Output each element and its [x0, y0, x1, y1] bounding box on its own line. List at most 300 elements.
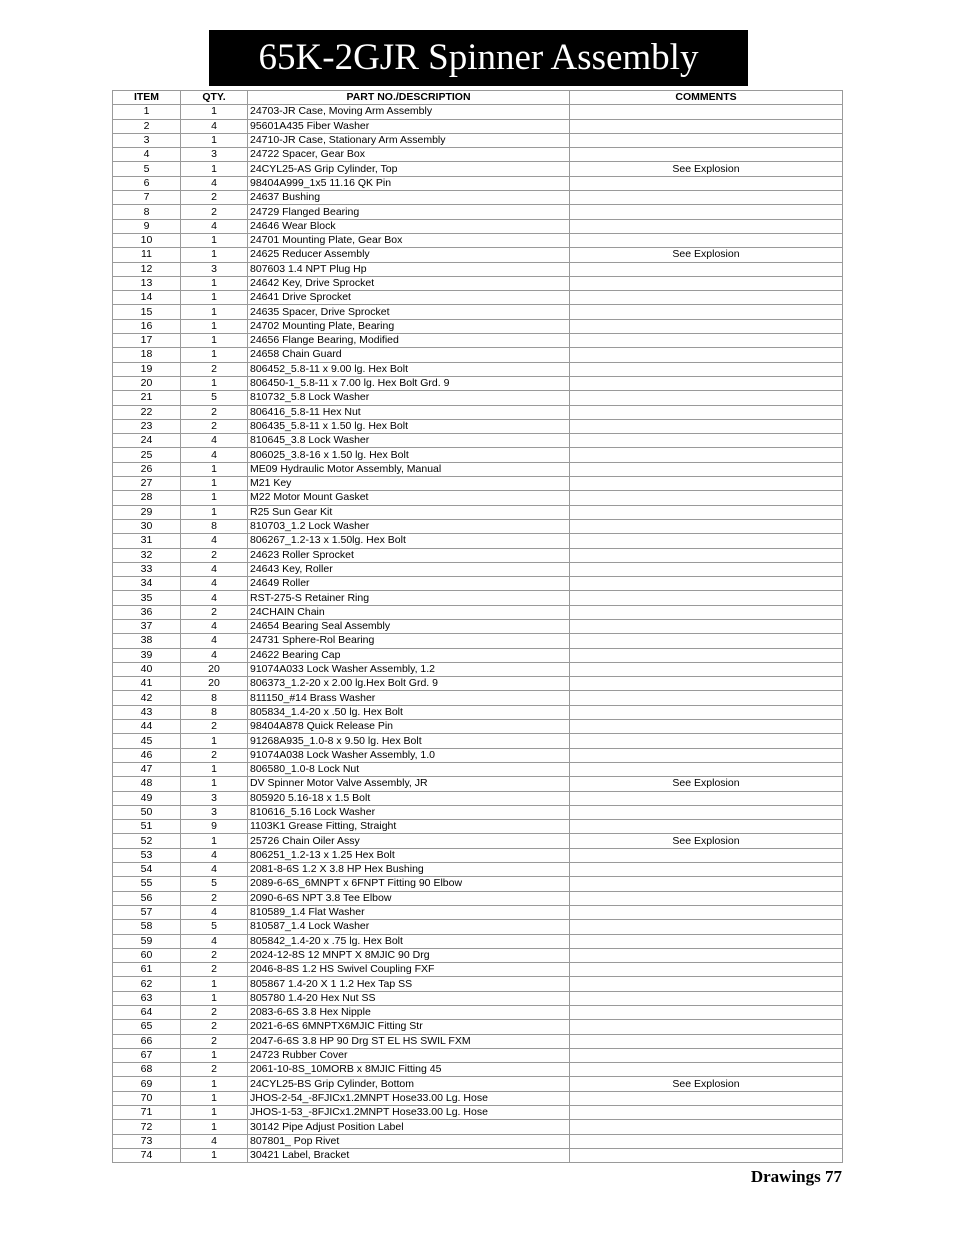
item-number-cell: 12	[113, 262, 181, 276]
part-description-cell: 24641 Drive Sprocket	[248, 291, 570, 305]
item-number-cell: 4	[113, 148, 181, 162]
quantity-cell: 3	[181, 791, 248, 805]
comments-cell	[570, 991, 843, 1005]
item-number-cell: 21	[113, 391, 181, 405]
table-row	[113, 834, 843, 848]
comments-cell	[570, 677, 843, 691]
quantity-cell: 2	[181, 191, 248, 205]
table-row	[113, 1048, 843, 1062]
item-number-cell: 41	[113, 677, 181, 691]
quantity-cell: 1	[181, 334, 248, 348]
item-number-cell: 72	[113, 1120, 181, 1134]
quantity-cell: 2	[181, 362, 248, 376]
comments-cell	[570, 1020, 843, 1034]
item-number-cell: 40	[113, 662, 181, 676]
table-row	[113, 362, 843, 376]
table-row	[113, 705, 843, 719]
part-description-cell: 24723 Rubber Cover	[248, 1048, 570, 1062]
table-row	[113, 1063, 843, 1077]
table-row	[113, 1106, 843, 1120]
item-number-cell: 69	[113, 1077, 181, 1091]
part-description-cell: 2021-6-6S 6MNPTX6MJIC Fitting Str	[248, 1020, 570, 1034]
item-number-cell: 67	[113, 1048, 181, 1062]
comments-cell	[570, 562, 843, 576]
table-row	[113, 1006, 843, 1020]
item-number-cell: 57	[113, 905, 181, 919]
comments-cell	[570, 391, 843, 405]
part-description-cell: 2090-6-6S NPT 3.8 Tee Elbow	[248, 891, 570, 905]
item-number-cell: 68	[113, 1063, 181, 1077]
quantity-cell: 1	[181, 248, 248, 262]
comments-cell	[570, 148, 843, 162]
item-number-cell: 65	[113, 1020, 181, 1034]
comments-cell: See Explosion	[570, 777, 843, 791]
part-description-cell: 24701 Mounting Plate, Gear Box	[248, 233, 570, 247]
comments-cell	[570, 762, 843, 776]
comments-cell: See Explosion	[570, 248, 843, 262]
header-comments: COMMENTS	[570, 91, 843, 105]
comments-cell	[570, 434, 843, 448]
item-number-cell: 16	[113, 319, 181, 333]
table-row	[113, 119, 843, 133]
item-number-cell: 19	[113, 362, 181, 376]
comments-cell	[570, 734, 843, 748]
table-row	[113, 505, 843, 519]
item-number-cell: 22	[113, 405, 181, 419]
comments-cell	[570, 805, 843, 819]
quantity-cell: 4	[181, 434, 248, 448]
table-row	[113, 977, 843, 991]
item-number-cell: 62	[113, 977, 181, 991]
table-row	[113, 777, 843, 791]
comments-cell	[570, 948, 843, 962]
quantity-cell: 4	[181, 1134, 248, 1148]
table-row	[113, 791, 843, 805]
quantity-cell: 1	[181, 991, 248, 1005]
table-row	[113, 734, 843, 748]
table-row	[113, 519, 843, 533]
comments-cell: See Explosion	[570, 834, 843, 848]
item-number-cell: 66	[113, 1034, 181, 1048]
quantity-cell: 1	[181, 233, 248, 247]
quantity-cell: 3	[181, 148, 248, 162]
quantity-cell: 1	[181, 462, 248, 476]
comments-cell	[570, 477, 843, 491]
table-row	[113, 548, 843, 562]
comments-cell	[570, 634, 843, 648]
part-description-cell: 806435_5.8-11 x 1.50 lg. Hex Bolt	[248, 419, 570, 433]
quantity-cell: 1	[181, 1077, 248, 1091]
table-row	[113, 1020, 843, 1034]
part-description-cell: 24656 Flange Bearing, Modified	[248, 334, 570, 348]
table-row	[113, 219, 843, 233]
table-row	[113, 619, 843, 633]
comments-cell	[570, 577, 843, 591]
part-description-cell: 810587_1.4 Lock Washer	[248, 920, 570, 934]
part-description-cell: 806025_3.8-16 x 1.50 lg. Hex Bolt	[248, 448, 570, 462]
part-description-cell: 806267_1.2-13 x 1.50lg. Hex Bolt	[248, 534, 570, 548]
comments-cell	[570, 219, 843, 233]
part-description-cell: 24722 Spacer, Gear Box	[248, 148, 570, 162]
item-number-cell: 52	[113, 834, 181, 848]
item-number-cell: 48	[113, 777, 181, 791]
part-description-cell: 805867 1.4-20 X 1 1.2 Hex Tap SS	[248, 977, 570, 991]
quantity-cell: 1	[181, 1106, 248, 1120]
item-number-cell: 70	[113, 1091, 181, 1105]
quantity-cell: 4	[181, 119, 248, 133]
table-row	[113, 534, 843, 548]
table-row	[113, 1077, 843, 1091]
comments-cell	[570, 963, 843, 977]
quantity-cell: 2	[181, 720, 248, 734]
table-row	[113, 677, 843, 691]
comments-cell	[570, 977, 843, 991]
item-number-cell: 24	[113, 434, 181, 448]
quantity-cell: 4	[181, 634, 248, 648]
quantity-cell: 2	[181, 891, 248, 905]
part-description-cell: 24654 Bearing Seal Assembly	[248, 619, 570, 633]
item-number-cell: 51	[113, 820, 181, 834]
comments-cell	[570, 605, 843, 619]
item-number-cell: 29	[113, 505, 181, 519]
comments-cell	[570, 205, 843, 219]
part-description-cell: 24635 Spacer, Drive Sprocket	[248, 305, 570, 319]
quantity-cell: 1	[181, 1048, 248, 1062]
comments-cell	[570, 119, 843, 133]
quantity-cell: 4	[181, 905, 248, 919]
quantity-cell: 1	[181, 1148, 248, 1162]
comments-cell	[570, 133, 843, 147]
quantity-cell: 1	[181, 1091, 248, 1105]
comments-cell	[570, 262, 843, 276]
quantity-cell: 4	[181, 591, 248, 605]
part-description-cell: 1103K1 Grease Fitting, Straight	[248, 820, 570, 834]
quantity-cell: 4	[181, 562, 248, 576]
quantity-cell: 1	[181, 105, 248, 119]
comments-cell	[570, 548, 843, 562]
comments-cell	[570, 405, 843, 419]
table-row	[113, 148, 843, 162]
item-number-cell: 50	[113, 805, 181, 819]
comments-cell	[570, 348, 843, 362]
part-description-cell: 95601A435 Fiber Washer	[248, 119, 570, 133]
item-number-cell: 2	[113, 119, 181, 133]
quantity-cell: 1	[181, 777, 248, 791]
comments-cell	[570, 1063, 843, 1077]
quantity-cell: 4	[181, 863, 248, 877]
table-row	[113, 348, 843, 362]
comments-cell	[570, 1134, 843, 1148]
comments-cell	[570, 176, 843, 190]
part-description-cell: 806580_1.0-8 Lock Nut	[248, 762, 570, 776]
comments-cell	[570, 462, 843, 476]
item-number-cell: 11	[113, 248, 181, 262]
item-number-cell: 27	[113, 477, 181, 491]
item-number-cell: 60	[113, 948, 181, 962]
quantity-cell: 20	[181, 662, 248, 676]
comments-cell	[570, 491, 843, 505]
table-row	[113, 691, 843, 705]
part-description-cell: 24649 Roller	[248, 577, 570, 591]
item-number-cell: 9	[113, 219, 181, 233]
table-row	[113, 462, 843, 476]
table-row	[113, 233, 843, 247]
item-number-cell: 47	[113, 762, 181, 776]
part-description-cell: 810616_5.16 Lock Washer	[248, 805, 570, 819]
table-row	[113, 1148, 843, 1162]
item-number-cell: 20	[113, 376, 181, 390]
part-description-cell: 806373_1.2-20 x 2.00 lg.Hex Bolt Grd. 9	[248, 677, 570, 691]
part-description-cell: 806450-1_5.8-11 x 7.00 lg. Hex Bolt Grd. 9	[248, 376, 570, 390]
item-number-cell: 36	[113, 605, 181, 619]
comments-cell	[570, 505, 843, 519]
part-description-cell: 805920 5.16-18 x 1.5 Bolt	[248, 791, 570, 805]
table-row	[113, 191, 843, 205]
table-row	[113, 891, 843, 905]
table-row	[113, 720, 843, 734]
item-number-cell: 26	[113, 462, 181, 476]
comments-cell	[570, 233, 843, 247]
item-number-cell: 53	[113, 848, 181, 862]
item-number-cell: 63	[113, 991, 181, 1005]
table-row	[113, 577, 843, 591]
item-number-cell: 10	[113, 233, 181, 247]
part-description-cell: 24729 Flanged Bearing	[248, 205, 570, 219]
quantity-cell: 3	[181, 262, 248, 276]
table-row	[113, 605, 843, 619]
table-row	[113, 1034, 843, 1048]
quantity-cell: 1	[181, 491, 248, 505]
table-row	[113, 748, 843, 762]
table-row	[113, 262, 843, 276]
quantity-cell: 1	[181, 1120, 248, 1134]
quantity-cell: 5	[181, 920, 248, 934]
item-number-cell: 49	[113, 791, 181, 805]
quantity-cell: 2	[181, 1020, 248, 1034]
quantity-cell: 4	[181, 648, 248, 662]
item-number-cell: 13	[113, 276, 181, 290]
quantity-cell: 4	[181, 848, 248, 862]
quantity-cell: 2	[181, 1034, 248, 1048]
part-description-cell: 811150_#14 Brass Washer	[248, 691, 570, 705]
part-description-cell: 24643 Key, Roller	[248, 562, 570, 576]
part-description-cell: 98404A878 Quick Release Pin	[248, 720, 570, 734]
part-description-cell: 2046-8-8S 1.2 HS Swivel Coupling FXF	[248, 963, 570, 977]
table-row	[113, 634, 843, 648]
comments-cell	[570, 891, 843, 905]
header-item: ITEM	[113, 91, 181, 105]
item-number-cell: 7	[113, 191, 181, 205]
item-number-cell: 25	[113, 448, 181, 462]
item-number-cell: 30	[113, 519, 181, 533]
table-row	[113, 162, 843, 176]
item-number-cell: 18	[113, 348, 181, 362]
header-qty: QTY.	[181, 91, 248, 105]
comments-cell	[570, 877, 843, 891]
table-row	[113, 863, 843, 877]
part-description-cell: 91268A935_1.0-8 x 9.50 lg. Hex Bolt	[248, 734, 570, 748]
part-description-cell: 805842_1.4-20 x .75 lg. Hex Bolt	[248, 934, 570, 948]
comments-cell	[570, 1148, 843, 1162]
comments-cell	[570, 334, 843, 348]
quantity-cell: 4	[181, 619, 248, 633]
part-description-cell: M22 Motor Mount Gasket	[248, 491, 570, 505]
item-number-cell: 54	[113, 863, 181, 877]
item-number-cell: 8	[113, 205, 181, 219]
table-row	[113, 848, 843, 862]
item-number-cell: 34	[113, 577, 181, 591]
comments-cell	[570, 705, 843, 719]
table-row	[113, 334, 843, 348]
part-description-cell: R25 Sun Gear Kit	[248, 505, 570, 519]
quantity-cell: 3	[181, 805, 248, 819]
part-description-cell: 98404A999_1x5 11.16 QK Pin	[248, 176, 570, 190]
part-description-cell: 2083-6-6S 3.8 Hex Nipple	[248, 1006, 570, 1020]
table-body	[113, 105, 843, 1163]
quantity-cell: 1	[181, 762, 248, 776]
item-number-cell: 5	[113, 162, 181, 176]
part-description-cell: 30421 Label, Bracket	[248, 1148, 570, 1162]
table-row	[113, 920, 843, 934]
comments-cell	[570, 662, 843, 676]
table-row	[113, 1120, 843, 1134]
comments-cell	[570, 105, 843, 119]
item-number-cell: 1	[113, 105, 181, 119]
item-number-cell: 71	[113, 1106, 181, 1120]
part-description-cell: 2024-12-8S 12 MNPT X 8MJIC 90 Drg	[248, 948, 570, 962]
table-row	[113, 305, 843, 319]
comments-cell	[570, 276, 843, 290]
part-description-cell: M21 Key	[248, 477, 570, 491]
table-row	[113, 391, 843, 405]
quantity-cell: 4	[181, 219, 248, 233]
comments-cell	[570, 419, 843, 433]
quantity-cell: 1	[181, 305, 248, 319]
part-description-cell: 24646 Wear Block	[248, 219, 570, 233]
item-number-cell: 35	[113, 591, 181, 605]
comments-cell	[570, 376, 843, 390]
quantity-cell: 2	[181, 419, 248, 433]
comments-cell	[570, 748, 843, 762]
table-row	[113, 319, 843, 333]
table-row	[113, 963, 843, 977]
quantity-cell: 2	[181, 948, 248, 962]
comments-cell	[570, 1048, 843, 1062]
item-number-cell: 39	[113, 648, 181, 662]
item-number-cell: 59	[113, 934, 181, 948]
comments-cell	[570, 1120, 843, 1134]
quantity-cell: 4	[181, 577, 248, 591]
quantity-cell: 20	[181, 677, 248, 691]
part-description-cell: 24CYL25-BS Grip Cylinder, Bottom	[248, 1077, 570, 1091]
quantity-cell: 5	[181, 877, 248, 891]
parts-table	[112, 90, 843, 1163]
part-description-cell: RST-275-S Retainer Ring	[248, 591, 570, 605]
item-number-cell: 45	[113, 734, 181, 748]
comments-cell	[570, 619, 843, 633]
part-description-cell: 91074A033 Lock Washer Assembly, 1.2	[248, 662, 570, 676]
comments-cell	[570, 863, 843, 877]
item-number-cell: 17	[113, 334, 181, 348]
comments-cell	[570, 534, 843, 548]
quantity-cell: 4	[181, 534, 248, 548]
comments-cell	[570, 791, 843, 805]
item-number-cell: 33	[113, 562, 181, 576]
table-row	[113, 205, 843, 219]
comments-cell	[570, 319, 843, 333]
part-description-cell: 806416_5.8-11 Hex Nut	[248, 405, 570, 419]
part-description-cell: 805780 1.4-20 Hex Nut SS	[248, 991, 570, 1005]
part-description-cell: ME09 Hydraulic Motor Assembly, Manual	[248, 462, 570, 476]
item-number-cell: 43	[113, 705, 181, 719]
table-row	[113, 948, 843, 962]
item-number-cell: 32	[113, 548, 181, 562]
comments-cell	[570, 291, 843, 305]
quantity-cell: 1	[181, 734, 248, 748]
part-description-cell: 25726 Chain Oiler Assy	[248, 834, 570, 848]
item-number-cell: 15	[113, 305, 181, 319]
quantity-cell: 5	[181, 391, 248, 405]
comments-cell: See Explosion	[570, 1077, 843, 1091]
table-row	[113, 133, 843, 147]
table-header	[113, 91, 843, 105]
table-row	[113, 477, 843, 491]
comments-cell	[570, 448, 843, 462]
item-number-cell: 42	[113, 691, 181, 705]
item-number-cell: 46	[113, 748, 181, 762]
quantity-cell: 1	[181, 834, 248, 848]
header-description: PART NO./DESCRIPTION	[248, 91, 570, 105]
comments-cell	[570, 362, 843, 376]
part-description-cell: 24703-JR Case, Moving Arm Assembly	[248, 105, 570, 119]
part-description-cell: 2081-8-6S 1.2 X 3.8 HP Hex Bushing	[248, 863, 570, 877]
item-number-cell: 31	[113, 534, 181, 548]
quantity-cell: 2	[181, 1006, 248, 1020]
page-title: 65K-2GJR Spinner Assembly	[209, 30, 748, 86]
comments-cell: See Explosion	[570, 162, 843, 176]
quantity-cell: 4	[181, 176, 248, 190]
table-row	[113, 419, 843, 433]
item-number-cell: 44	[113, 720, 181, 734]
item-number-cell: 73	[113, 1134, 181, 1148]
quantity-cell: 1	[181, 291, 248, 305]
comments-cell	[570, 519, 843, 533]
item-number-cell: 55	[113, 877, 181, 891]
part-description-cell: 24625 Reducer Assembly	[248, 248, 570, 262]
part-description-cell: JHOS-2-54_-8FJICx1.2MNPT Hose33.00 Lg. Hose	[248, 1091, 570, 1105]
comments-cell	[570, 191, 843, 205]
comments-cell	[570, 305, 843, 319]
part-description-cell: 24702 Mounting Plate, Bearing	[248, 319, 570, 333]
part-description-cell: 806251_1.2-13 x 1.25 Hex Bolt	[248, 848, 570, 862]
part-description-cell: 810703_1.2 Lock Washer	[248, 519, 570, 533]
table-row	[113, 934, 843, 948]
part-description-cell: JHOS-1-53_-8FJICx1.2MNPT Hose33.00 Lg. Hose	[248, 1106, 570, 1120]
table-row	[113, 1091, 843, 1105]
part-description-cell: 24731 Sphere-Rol Bearing	[248, 634, 570, 648]
quantity-cell: 1	[181, 319, 248, 333]
part-description-cell: 807801_ Pop Rivet	[248, 1134, 570, 1148]
quantity-cell: 8	[181, 519, 248, 533]
comments-cell	[570, 848, 843, 862]
comments-cell	[570, 1106, 843, 1120]
table-row	[113, 648, 843, 662]
part-description-cell: DV Spinner Motor Valve Assembly, JR	[248, 777, 570, 791]
item-number-cell: 64	[113, 1006, 181, 1020]
quantity-cell: 2	[181, 405, 248, 419]
part-description-cell: 24642 Key, Drive Sprocket	[248, 276, 570, 290]
quantity-cell: 1	[181, 133, 248, 147]
